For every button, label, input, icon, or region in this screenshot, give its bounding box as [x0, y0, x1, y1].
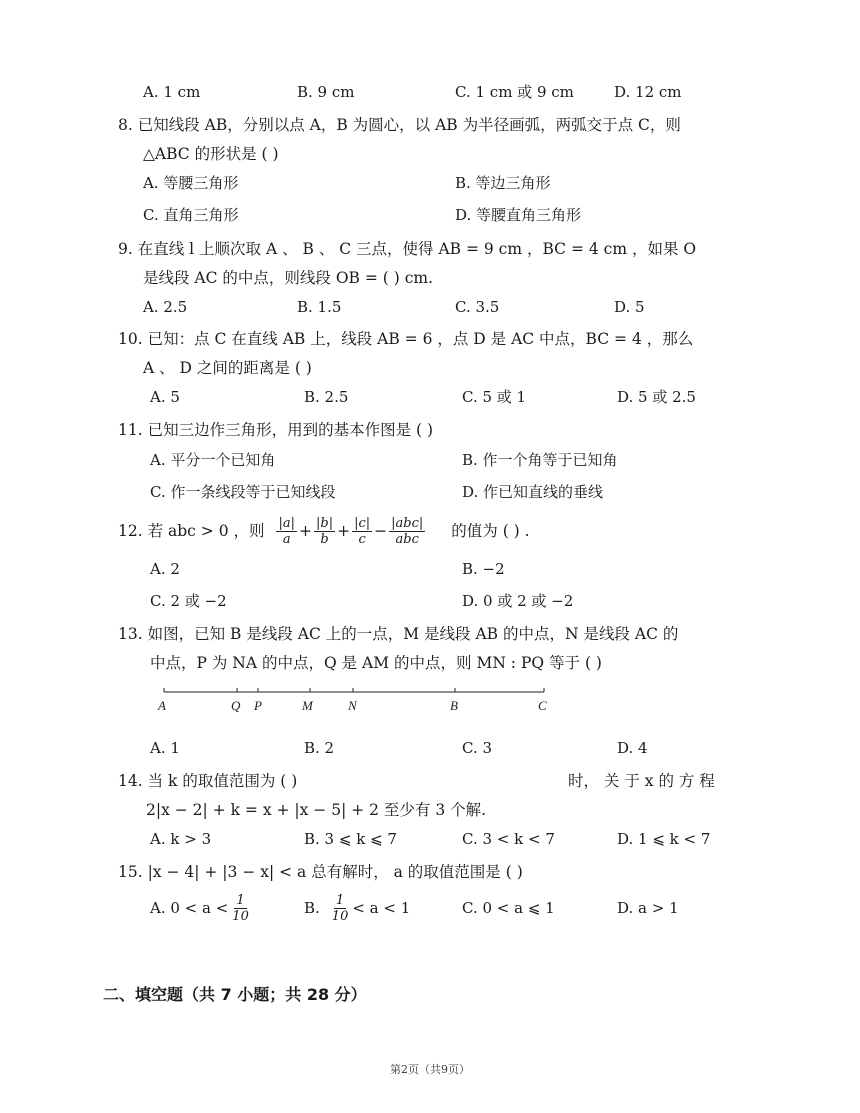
- q14-option-c: C. 3 < k < 7: [462, 830, 555, 848]
- q13-option-b: B. 2: [304, 739, 335, 757]
- q9-option-d: D. 5: [614, 298, 645, 316]
- q10-option-b: B. 2.5: [304, 388, 349, 406]
- q9-stem-line2: 是线段 AC 的中点，则线段 OB = ( ) cm.: [143, 269, 434, 287]
- frac-numerator: 1: [335, 892, 345, 908]
- q10-option-a: A. 5: [150, 388, 180, 406]
- q8-stem-line2: △ABC 的形状是 ( ): [143, 145, 279, 163]
- q12-frac-a: [276, 516, 297, 547]
- q14-option-d: D. 1 ⩽ k < 7: [617, 830, 711, 848]
- frac-denominator: a: [282, 531, 291, 547]
- q14-stem-line1b: 时， 关 于 x 的 方 程: [568, 772, 715, 790]
- q12-stem: [118, 514, 530, 548]
- q14-stem-line1a: 14. 当 k 的取值范围为 ( ): [118, 772, 298, 790]
- q15-option-b: [304, 890, 410, 926]
- q9-option-c: C. 3.5: [455, 298, 500, 316]
- q7-option-b: B. 9 cm: [297, 83, 355, 101]
- q9-option-a: A. 2.5: [143, 298, 188, 316]
- q8-option-a: A. 等腰三角形: [143, 174, 239, 192]
- q15-option-b-frac: [330, 893, 351, 924]
- section-title: 二、填空题（共 7 小题；共 28 分）: [103, 985, 367, 1004]
- q15-option-c: C. 0 < a ⩽ 1: [462, 899, 555, 917]
- q7-option-d: D. 12 cm: [614, 83, 682, 101]
- q13-option-d: D. 4: [617, 739, 648, 757]
- q12-suffix: 的值为 ( ) .: [451, 522, 530, 540]
- label-p: P: [254, 698, 262, 713]
- frac-denominator: 10: [232, 908, 249, 924]
- label-c: C: [538, 698, 547, 713]
- frac-denominator: 10: [331, 908, 349, 924]
- frac-numerator: |a|: [278, 515, 295, 531]
- page-footer: 第2页（共9页）: [390, 1063, 470, 1076]
- q11-stem: 11. 已知三边作三角形，用到的基本作图是 ( ): [118, 421, 434, 439]
- q8-option-d: D. 等腰直角三角形: [455, 206, 582, 224]
- q10-stem-line2: A 、 D 之间的距离是 ( ): [143, 359, 312, 377]
- q15-option-a-prefix: A. 0 < a <: [150, 899, 229, 917]
- q12-frac-abc: [389, 516, 425, 547]
- label-n: N: [348, 698, 357, 713]
- label-q: Q: [231, 698, 241, 713]
- q13-option-c: C. 3: [462, 739, 493, 757]
- label-b: B: [450, 698, 458, 713]
- q13-option-a: A. 1: [150, 739, 180, 757]
- q13-stem-line2: 中点，P 为 NA 的中点，Q 是 AM 的中点，则 MN : PQ 等于 ( ): [150, 654, 602, 672]
- frac-numerator: 1: [236, 892, 245, 908]
- q10-option-d: D. 5 或 2.5: [617, 388, 696, 406]
- q14-option-a: A. k > 3: [150, 830, 212, 848]
- q11-option-b: B. 作一个角等于已知角: [462, 451, 618, 469]
- q9-stem-line1: 9. 在直线 l 上顺次取 A 、 B 、 C 三点，使得 AB = 9 cm ，BC = 4 cm ，如果 O: [118, 240, 697, 258]
- q7-option-c: C. 1 cm 或 9 cm: [455, 83, 574, 101]
- label-a: A: [158, 698, 166, 713]
- q12-option-b: B. −2: [462, 560, 505, 578]
- q15-option-a-frac: [230, 893, 251, 924]
- q12-option-a: A. 2: [150, 560, 180, 578]
- q15-stem: 15. |x − 4| + |3 − x| < a 总有解时， a 的取值范围是 ( ): [118, 863, 523, 881]
- q8-option-b: B. 等边三角形: [455, 174, 551, 192]
- frac-numerator: |c|: [354, 515, 371, 531]
- q12-option-d: D. 0 或 2 或 −2: [462, 592, 574, 610]
- frac-numerator: |b|: [316, 515, 334, 531]
- minus-operator: −: [374, 522, 388, 540]
- q9-option-b: B. 1.5: [297, 298, 342, 316]
- frac-numerator: |abc|: [391, 515, 424, 531]
- q13-stem-line1: 13. 如图，已知 B 是线段 AC 上的一点，M 是线段 AB 的中点，N 是线段 AC 的: [118, 625, 679, 643]
- q10-stem-line1: 10. 已知：点 C 在直线 AB 上，线段 AB = 6 ，点 D 是 AC 中点，BC = 4 ，那么: [118, 330, 694, 348]
- q8-option-c: C. 直角三角形: [143, 206, 239, 224]
- q13-segment-figure: [155, 684, 555, 716]
- q14-stem-line2: 2|x − 2| + k = x + |x − 5| + 2 至少有 3 个解.: [146, 801, 487, 819]
- plus-operator: +: [337, 522, 351, 540]
- q14-option-b: B. 3 ⩽ k ⩽ 7: [304, 830, 397, 848]
- q8-stem-line1: 8. 已知线段 AB，分别以点 A，B 为圆心，以 AB 为半径画弧，两弧交于点 C，则: [118, 116, 681, 134]
- q10-option-c: C. 5 或 1: [462, 388, 527, 406]
- frac-denominator: abc: [395, 531, 419, 547]
- q11-option-a: A. 平分一个已知角: [150, 451, 276, 469]
- q12-prefix: 12. 若 abc > 0 ，则: [118, 522, 265, 540]
- q15-option-d: D. a > 1: [617, 899, 679, 917]
- plus-operator: +: [299, 522, 312, 540]
- q12-option-c: C. 2 或 −2: [150, 592, 227, 610]
- q11-option-c: C. 作一条线段等于已知线段: [150, 483, 336, 501]
- q12-frac-c: [352, 516, 372, 547]
- frac-denominator: c: [358, 531, 366, 547]
- q12-frac-b: [314, 516, 335, 547]
- frac-denominator: b: [320, 531, 329, 547]
- label-m: M: [302, 698, 313, 713]
- q7-option-a: A. 1 cm: [143, 83, 201, 101]
- q11-option-d: D. 作已知直线的垂线: [462, 483, 604, 501]
- q15-option-a: [150, 890, 253, 926]
- q15-option-b-prefix: B.: [304, 899, 320, 917]
- q15-option-b-suffix: < a < 1: [352, 899, 411, 917]
